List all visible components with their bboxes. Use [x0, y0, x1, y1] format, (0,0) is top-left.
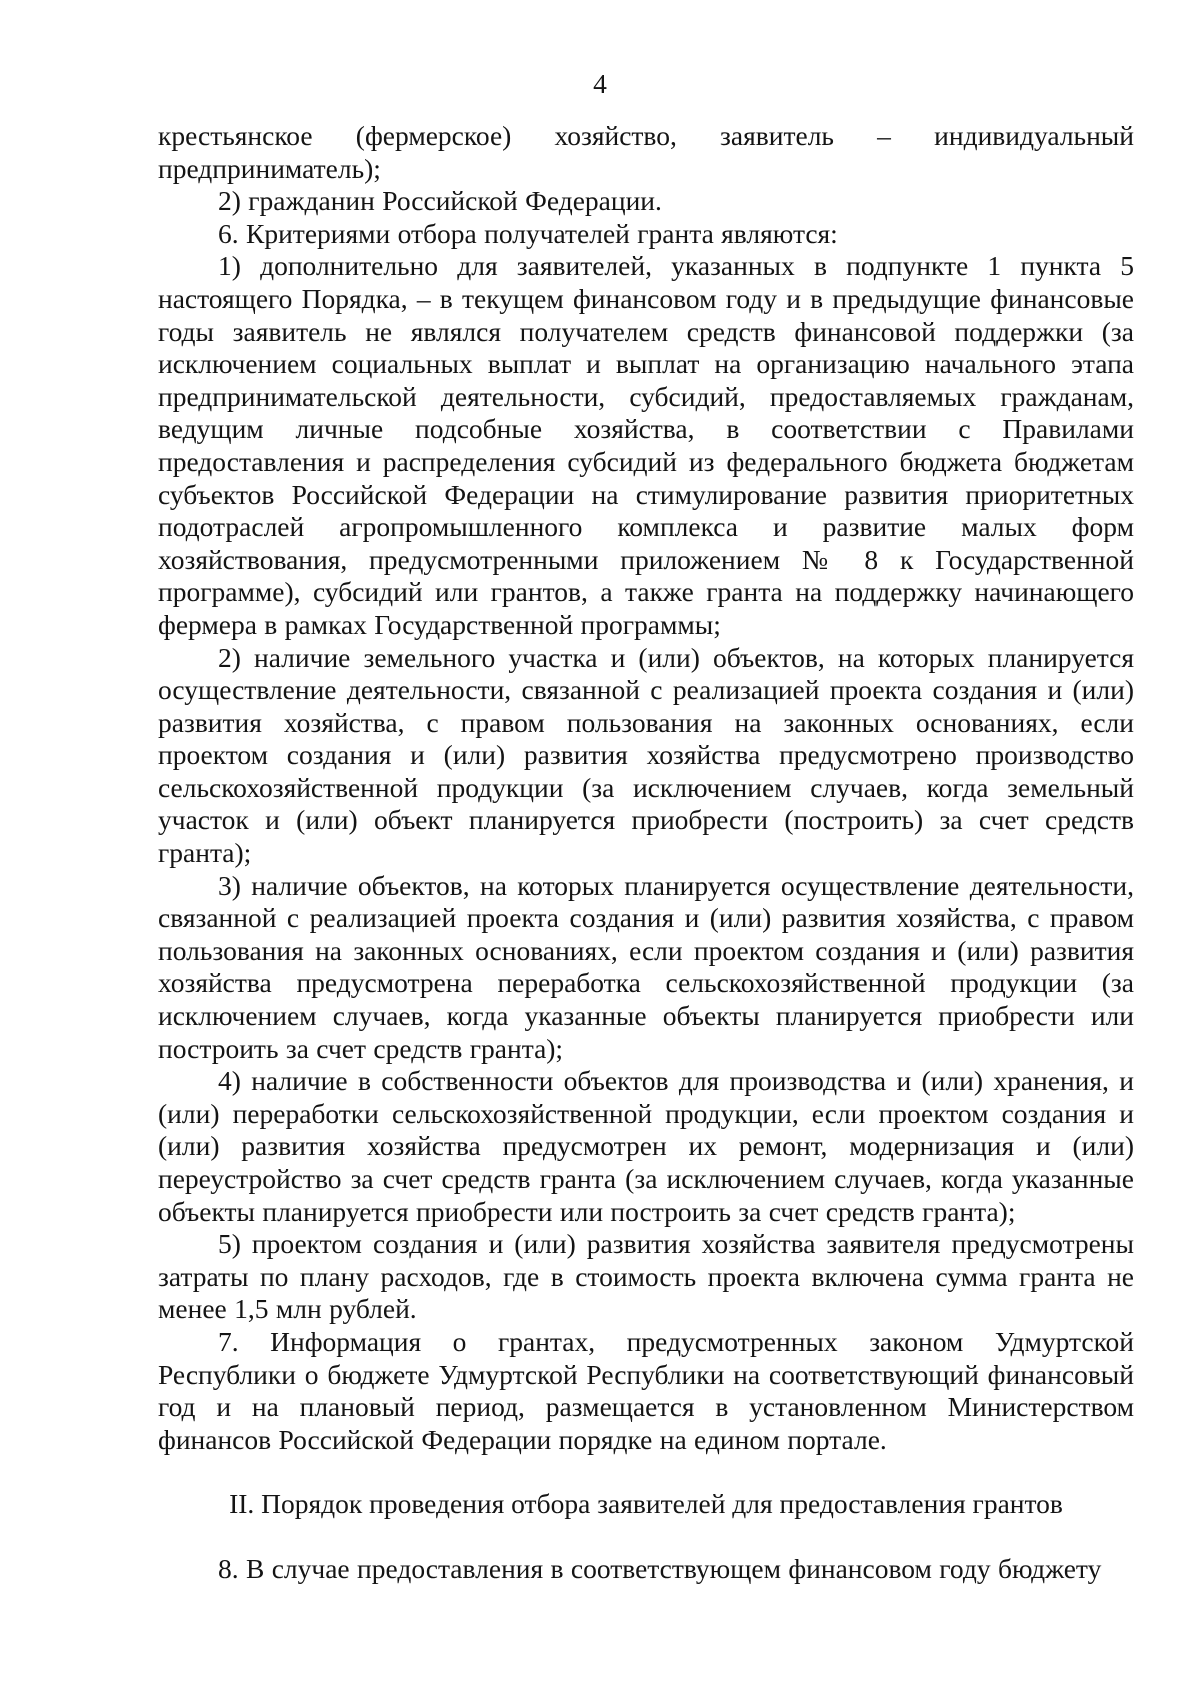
paragraph-criterion-5: 5) проектом создания и (или) развития хозяйства заявителя предусмотрены затраты по плану расходов, где в стоимость проекта включена сумма гранта не менее 1,5 млн рублей.: [158, 1228, 1134, 1325]
paragraph-item-2: 2) гражданин Российской Федерации.: [218, 185, 662, 217]
paragraph-criterion-3: 3) наличие объектов, на которых планируется осуществление деятельности, связанной с реализацией проекта создания и (или) развития хозяйства, с правом пользования на законных основаниях, если проектом создания и (или) развития хозяйства предусмотрена переработка сельскохозяйственной продукции (за исключением случаев, когда указанные объекты планируется приобрести или построить за счет средств гранта);: [158, 869, 1134, 1064]
paragraph-clause-8: 8. В случае предоставления в соответствующем финансовом году бюджету: [218, 1552, 1102, 1584]
paragraph-clause-6: 6. Критериями отбора получателей гранта являются:: [218, 217, 838, 249]
paragraph-criterion-1: 1) дополнительно для заявителей, указанных в подпункте 1 пункта 5 настоящего Порядка, – в текущем финансовом году и в предыдущие финансовые годы заявитель не являлся получателем средств финансовой поддержки (за исключением социальных выплат и выплат на организацию начального этапа предпринимательской деятельности, субсидий, предоставляемых гражданам, ведущим личные подсобные хозяйства, в соответствии с Правилами предоставления и распределения субсидий из федерального бюджета бюджетам субъектов Российской Федерации на стимулирование развития приоритетных подотраслей агропромышленного комплекса и развитие малых форм хозяйствования, предусмотренными приложением № 8 к Государственной программе), субсидий или грантов, а также гранта на поддержку начинающего фермера в рамках Государственной программы;: [158, 250, 1134, 640]
page-number: 4: [593, 68, 607, 99]
paragraph-criterion-4: 4) наличие в собственности объектов для производства и (или) хранения, и (или) переработки сельскохозяйственной продукции, если проектом создания и (или) развития хозяйства предусмотрен их ремонт, модернизация и (или) переустройство за счет средств гранта (за исключением случаев, когда указанные объекты планируется приобрести или построить за счет средств гранта);: [158, 1065, 1134, 1227]
section-heading: II. Порядок проведения отбора заявителей для предоставления грантов: [229, 1488, 1063, 1520]
paragraph-criterion-2: 2) наличие земельного участка и (или) объектов, на которых планируется осуществление деятельности, связанной с реализацией проекта создания и (или) развития хозяйства, с правом пользования на законных основаниях, если проектом создания и (или) развития хозяйства предусмотрено производство сельскохозяйственной продукции (за исключением случаев, когда земельный участок и (или) объект планируется приобрести (построить) за счет средств гранта);: [158, 641, 1134, 869]
paragraph-clause-7: 7. Информация о грантах, предусмотренных законом Удмуртской Республики о бюджете Удмуртской Республики на соответствующий финансовый год и на плановый период, размещается в установленном Министерством финансов Российской Федерации порядке на едином портале.: [158, 1325, 1134, 1455]
paragraph-continuation: крестьянское (фермерское) хозяйство, заявитель – индивидуальный предприниматель);: [158, 120, 1134, 184]
document-body: [158, 120, 1134, 1586]
